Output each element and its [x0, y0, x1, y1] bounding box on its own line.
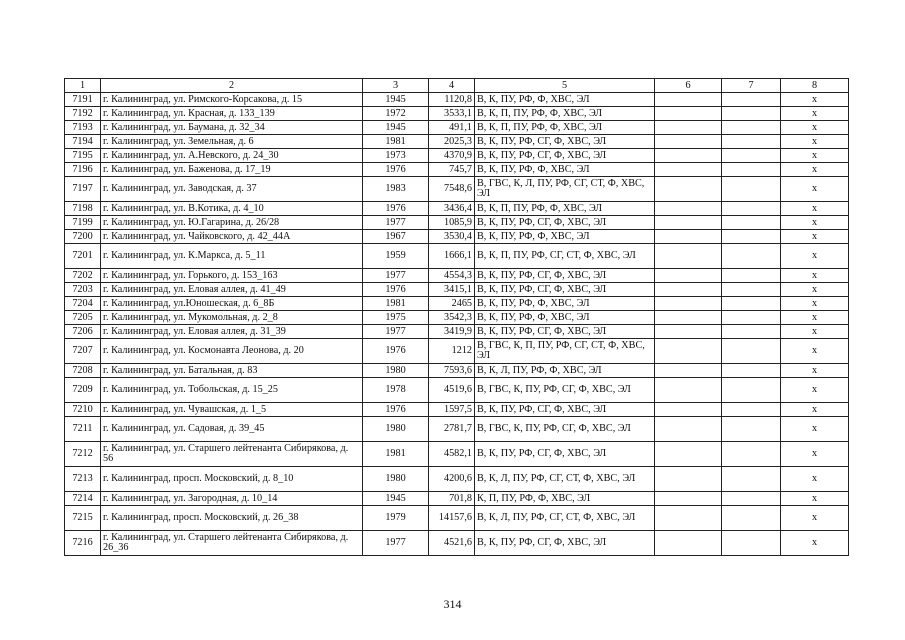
address-cell: г. Калининград, ул. Садовая, д. 39_45 — [101, 417, 363, 442]
header-cell: 7 — [722, 79, 781, 93]
address-cell: г. Калининград, ул. В.Котика, д. 4_10 — [101, 202, 363, 216]
row-number: 7207 — [65, 339, 101, 364]
row-number: 7196 — [65, 163, 101, 177]
area-cell: 4582,1 — [429, 442, 475, 467]
col8-mark: x — [781, 492, 849, 506]
services-cell: В, К, П, ПУ, РФ, Ф, ХВС, ЭЛ — [475, 202, 655, 216]
year-cell: 1959 — [363, 244, 429, 269]
col8-mark: x — [781, 269, 849, 283]
area-cell: 4200,6 — [429, 467, 475, 492]
year-cell: 1977 — [363, 325, 429, 339]
col8-mark: x — [781, 311, 849, 325]
row-number: 7216 — [65, 531, 101, 556]
area-cell: 3436,4 — [429, 202, 475, 216]
row-number: 7195 — [65, 149, 101, 163]
services-cell: В, К, ПУ, РФ, СГ, Ф, ХВС, ЭЛ — [475, 216, 655, 230]
col6-cell — [655, 177, 722, 202]
area-cell: 4554,3 — [429, 269, 475, 283]
year-cell: 1977 — [363, 269, 429, 283]
housing-registry-table — [64, 78, 849, 556]
col8-mark: x — [781, 216, 849, 230]
table-row — [65, 177, 849, 202]
col7-cell — [722, 135, 781, 149]
services-cell: В, К, ПУ, РФ, СГ, Ф, ХВС, ЭЛ — [475, 135, 655, 149]
col7-cell — [722, 177, 781, 202]
row-number: 7197 — [65, 177, 101, 202]
area-cell: 3530,4 — [429, 230, 475, 244]
row-number: 7205 — [65, 311, 101, 325]
services-cell: В, К, ПУ, РФ, СГ, Ф, ХВС, ЭЛ — [475, 325, 655, 339]
col7-cell — [722, 364, 781, 378]
address-cell: г. Калининград, ул. Мукомольная, д. 2_8 — [101, 311, 363, 325]
services-cell: В, ГВС, К, Л, ПУ, РФ, СГ, СТ, Ф, ХВС, ЭЛ — [475, 177, 655, 202]
table-row — [65, 403, 849, 417]
row-number: 7194 — [65, 135, 101, 149]
header-cell: 8 — [781, 79, 849, 93]
year-cell: 1972 — [363, 107, 429, 121]
address-cell: г. Калининград, ул. Еловая аллея, д. 41_49 — [101, 283, 363, 297]
year-cell: 1976 — [363, 283, 429, 297]
row-number: 7211 — [65, 417, 101, 442]
col6-cell — [655, 163, 722, 177]
year-cell: 1980 — [363, 417, 429, 442]
services-cell: В, К, П, ПУ, РФ, СГ, СТ, Ф, ХВС, ЭЛ — [475, 244, 655, 269]
col8-mark: x — [781, 163, 849, 177]
col6-cell — [655, 403, 722, 417]
col8-mark: x — [781, 378, 849, 403]
area-cell: 7593,6 — [429, 364, 475, 378]
address-cell: г. Калининград, ул.Юношеская, д. 6_8Б — [101, 297, 363, 311]
year-cell: 1976 — [363, 202, 429, 216]
col8-mark: x — [781, 531, 849, 556]
col7-cell — [722, 467, 781, 492]
services-cell: В, ГВС, К, ПУ, РФ, СГ, Ф, ХВС, ЭЛ — [475, 378, 655, 403]
col6-cell — [655, 506, 722, 531]
col6-cell — [655, 269, 722, 283]
table-row — [65, 297, 849, 311]
year-cell: 1977 — [363, 531, 429, 556]
area-cell: 2025,3 — [429, 135, 475, 149]
area-cell: 14157,6 — [429, 506, 475, 531]
col8-mark: x — [781, 403, 849, 417]
address-cell: г. Калининград, ул. Чайковского, д. 42_44А — [101, 230, 363, 244]
row-number: 7204 — [65, 297, 101, 311]
table-row — [65, 442, 849, 467]
year-cell: 1981 — [363, 442, 429, 467]
col7-cell — [722, 492, 781, 506]
area-cell: 3415,1 — [429, 283, 475, 297]
year-cell: 1980 — [363, 364, 429, 378]
col7-cell — [722, 417, 781, 442]
table-row — [65, 283, 849, 297]
table-row — [65, 93, 849, 107]
col6-cell — [655, 297, 722, 311]
row-number: 7215 — [65, 506, 101, 531]
year-cell: 1945 — [363, 93, 429, 107]
year-cell: 1981 — [363, 297, 429, 311]
table-row — [65, 417, 849, 442]
address-cell: г. Калининград, ул. Баумана, д. 32_34 — [101, 121, 363, 135]
year-cell: 1945 — [363, 121, 429, 135]
col8-mark: x — [781, 177, 849, 202]
area-cell: 7548,6 — [429, 177, 475, 202]
table-row — [65, 135, 849, 149]
row-number: 7209 — [65, 378, 101, 403]
col8-mark: x — [781, 506, 849, 531]
row-number: 7213 — [65, 467, 101, 492]
col7-cell — [722, 283, 781, 297]
table-body — [65, 93, 849, 556]
row-number: 7201 — [65, 244, 101, 269]
col7-cell — [722, 149, 781, 163]
col8-mark: x — [781, 467, 849, 492]
services-cell: В, ГВС, К, ПУ, РФ, СГ, Ф, ХВС, ЭЛ — [475, 417, 655, 442]
area-cell: 1212 — [429, 339, 475, 364]
address-cell: г. Калининград, ул. Загородная, д. 10_14 — [101, 492, 363, 506]
year-cell: 1976 — [363, 403, 429, 417]
col6-cell — [655, 339, 722, 364]
header-cell: 5 — [475, 79, 655, 93]
table-row — [65, 492, 849, 506]
year-cell: 1977 — [363, 216, 429, 230]
col6-cell — [655, 492, 722, 506]
col8-mark: x — [781, 442, 849, 467]
address-cell: г. Калининград, ул. Тобольская, д. 15_25 — [101, 378, 363, 403]
col7-cell — [722, 325, 781, 339]
col8-mark: x — [781, 93, 849, 107]
table-row — [65, 202, 849, 216]
row-number: 7214 — [65, 492, 101, 506]
header-cell: 6 — [655, 79, 722, 93]
table-row — [65, 107, 849, 121]
col8-mark: x — [781, 135, 849, 149]
col7-cell — [722, 297, 781, 311]
area-cell: 1120,8 — [429, 93, 475, 107]
services-cell: В, К, П, ПУ, РФ, Ф, ХВС, ЭЛ — [475, 121, 655, 135]
services-cell: В, К, ПУ, РФ, Ф, ХВС, ЭЛ — [475, 311, 655, 325]
col6-cell — [655, 325, 722, 339]
col6-cell — [655, 149, 722, 163]
services-cell: В, К, ПУ, РФ, Ф, ХВС, ЭЛ — [475, 230, 655, 244]
services-cell: В, К, ПУ, РФ, Ф, ХВС, ЭЛ — [475, 163, 655, 177]
area-cell: 491,1 — [429, 121, 475, 135]
col8-mark: x — [781, 107, 849, 121]
table-row — [65, 121, 849, 135]
services-cell: В, К, ПУ, РФ, СГ, Ф, ХВС, ЭЛ — [475, 442, 655, 467]
address-cell: г. Калининград, ул. Еловая аллея, д. 31_39 — [101, 325, 363, 339]
col7-cell — [722, 506, 781, 531]
col8-mark: x — [781, 244, 849, 269]
header-row — [65, 79, 849, 93]
row-number: 7210 — [65, 403, 101, 417]
table-row — [65, 467, 849, 492]
table-row — [65, 244, 849, 269]
col8-mark: x — [781, 364, 849, 378]
area-cell: 2781,7 — [429, 417, 475, 442]
col6-cell — [655, 378, 722, 403]
year-cell: 1979 — [363, 506, 429, 531]
table-row — [65, 230, 849, 244]
services-cell: В, К, ПУ, РФ, СГ, Ф, ХВС, ЭЛ — [475, 403, 655, 417]
col8-mark: x — [781, 149, 849, 163]
row-number: 7198 — [65, 202, 101, 216]
services-cell: В, К, П, ПУ, РФ, Ф, ХВС, ЭЛ — [475, 107, 655, 121]
header-cell: 1 — [65, 79, 101, 93]
col8-mark: x — [781, 417, 849, 442]
header-cell: 3 — [363, 79, 429, 93]
table-row — [65, 364, 849, 378]
page-number: 314 — [443, 597, 462, 611]
row-number: 7199 — [65, 216, 101, 230]
col8-mark: x — [781, 230, 849, 244]
col6-cell — [655, 283, 722, 297]
col7-cell — [722, 93, 781, 107]
table-row — [65, 216, 849, 230]
address-cell: г. Калининград, просп. Московский, д. 26_38 — [101, 506, 363, 531]
area-cell: 745,7 — [429, 163, 475, 177]
year-cell: 1975 — [363, 311, 429, 325]
year-cell: 1981 — [363, 135, 429, 149]
table-row — [65, 325, 849, 339]
area-cell: 3419,9 — [429, 325, 475, 339]
col8-mark: x — [781, 339, 849, 364]
address-cell: г. Калининград, ул. Земельная, д. 6 — [101, 135, 363, 149]
address-cell: г. Калининград, просп. Московский, д. 8_10 — [101, 467, 363, 492]
table-row — [65, 311, 849, 325]
row-number: 7200 — [65, 230, 101, 244]
col6-cell — [655, 93, 722, 107]
col6-cell — [655, 135, 722, 149]
col7-cell — [722, 442, 781, 467]
col7-cell — [722, 311, 781, 325]
address-cell: г. Калининград, ул. А.Невского, д. 24_30 — [101, 149, 363, 163]
table-row — [65, 506, 849, 531]
address-cell: г. Калининград, ул. Ю.Гагарина, д. 26/28 — [101, 216, 363, 230]
table-row — [65, 269, 849, 283]
services-cell: В, ГВС, К, П, ПУ, РФ, СГ, СТ, Ф, ХВС, ЭЛ — [475, 339, 655, 364]
col7-cell — [722, 403, 781, 417]
address-cell: г. Калининград, ул. Баженова, д. 17_19 — [101, 163, 363, 177]
address-cell: г. Калининград, ул. Красная, д. 133_139 — [101, 107, 363, 121]
year-cell: 1978 — [363, 378, 429, 403]
address-cell: г. Калининград, ул. Заводская, д. 37 — [101, 177, 363, 202]
col6-cell — [655, 202, 722, 216]
services-cell: В, К, ПУ, РФ, СГ, Ф, ХВС, ЭЛ — [475, 149, 655, 163]
address-cell: г. Калининград, ул. Космонавта Леонова, д. 20 — [101, 339, 363, 364]
table-row — [65, 531, 849, 556]
area-cell: 701,8 — [429, 492, 475, 506]
address-cell: г. Калининград, ул. Чувашская, д. 1_5 — [101, 403, 363, 417]
col6-cell — [655, 121, 722, 135]
col7-cell — [722, 339, 781, 364]
row-number: 7206 — [65, 325, 101, 339]
year-cell: 1967 — [363, 230, 429, 244]
col8-mark: x — [781, 202, 849, 216]
services-cell: К, П, ПУ, РФ, Ф, ХВС, ЭЛ — [475, 492, 655, 506]
col7-cell — [722, 378, 781, 403]
col7-cell — [722, 269, 781, 283]
col8-mark: x — [781, 325, 849, 339]
services-cell: В, К, Л, ПУ, РФ, Ф, ХВС, ЭЛ — [475, 364, 655, 378]
col7-cell — [722, 121, 781, 135]
header-cell: 2 — [101, 79, 363, 93]
col6-cell — [655, 417, 722, 442]
table-row — [65, 378, 849, 403]
address-cell: г. Калининград, ул. Старшего лейтенанта Сибирякова, д. 26_36 — [101, 531, 363, 556]
area-cell: 4370,9 — [429, 149, 475, 163]
col7-cell — [722, 244, 781, 269]
col7-cell — [722, 531, 781, 556]
col8-mark: x — [781, 297, 849, 311]
year-cell: 1983 — [363, 177, 429, 202]
table-row — [65, 163, 849, 177]
area-cell: 2465 — [429, 297, 475, 311]
col6-cell — [655, 442, 722, 467]
row-number: 7191 — [65, 93, 101, 107]
area-cell: 3533,1 — [429, 107, 475, 121]
area-cell: 3542,3 — [429, 311, 475, 325]
table-row — [65, 339, 849, 364]
row-number: 7193 — [65, 121, 101, 135]
col8-mark: x — [781, 283, 849, 297]
area-cell: 4519,6 — [429, 378, 475, 403]
area-cell: 1085,9 — [429, 216, 475, 230]
col6-cell — [655, 467, 722, 492]
year-cell: 1976 — [363, 163, 429, 177]
row-number: 7203 — [65, 283, 101, 297]
services-cell: В, К, ПУ, РФ, Ф, ХВС, ЭЛ — [475, 93, 655, 107]
col7-cell — [722, 202, 781, 216]
col8-mark: x — [781, 121, 849, 135]
services-cell: В, К, ПУ, РФ, Ф, ХВС, ЭЛ — [475, 297, 655, 311]
col7-cell — [722, 107, 781, 121]
services-cell: В, К, Л, ПУ, РФ, СГ, СТ, Ф, ХВС, ЭЛ — [475, 467, 655, 492]
year-cell: 1945 — [363, 492, 429, 506]
services-cell: В, К, Л, ПУ, РФ, СГ, СТ, Ф, ХВС, ЭЛ — [475, 506, 655, 531]
table-row — [65, 149, 849, 163]
col6-cell — [655, 216, 722, 230]
col6-cell — [655, 364, 722, 378]
row-number: 7208 — [65, 364, 101, 378]
year-cell: 1976 — [363, 339, 429, 364]
area-cell: 1597,5 — [429, 403, 475, 417]
header-cell: 4 — [429, 79, 475, 93]
col6-cell — [655, 244, 722, 269]
year-cell: 1980 — [363, 467, 429, 492]
col6-cell — [655, 531, 722, 556]
address-cell: г. Калининград, ул. К.Маркса, д. 5_11 — [101, 244, 363, 269]
col7-cell — [722, 230, 781, 244]
col6-cell — [655, 311, 722, 325]
col6-cell — [655, 230, 722, 244]
services-cell: В, К, ПУ, РФ, СГ, Ф, ХВС, ЭЛ — [475, 283, 655, 297]
row-number: 7202 — [65, 269, 101, 283]
area-cell: 4521,6 — [429, 531, 475, 556]
row-number: 7212 — [65, 442, 101, 467]
col7-cell — [722, 163, 781, 177]
row-number: 7192 — [65, 107, 101, 121]
col7-cell — [722, 216, 781, 230]
services-cell: В, К, ПУ, РФ, СГ, Ф, ХВС, ЭЛ — [475, 531, 655, 556]
address-cell: г. Калининград, ул. Батальная, д. 83 — [101, 364, 363, 378]
area-cell: 1666,1 — [429, 244, 475, 269]
address-cell: г. Калининград, ул. Старшего лейтенанта Сибирякова, д. 56 — [101, 442, 363, 467]
year-cell: 1973 — [363, 149, 429, 163]
services-cell: В, К, ПУ, РФ, СГ, Ф, ХВС, ЭЛ — [475, 269, 655, 283]
address-cell: г. Калининград, ул. Римского-Корсакова, д. 15 — [101, 93, 363, 107]
col6-cell — [655, 107, 722, 121]
address-cell: г. Калининград, ул. Горького, д. 153_163 — [101, 269, 363, 283]
